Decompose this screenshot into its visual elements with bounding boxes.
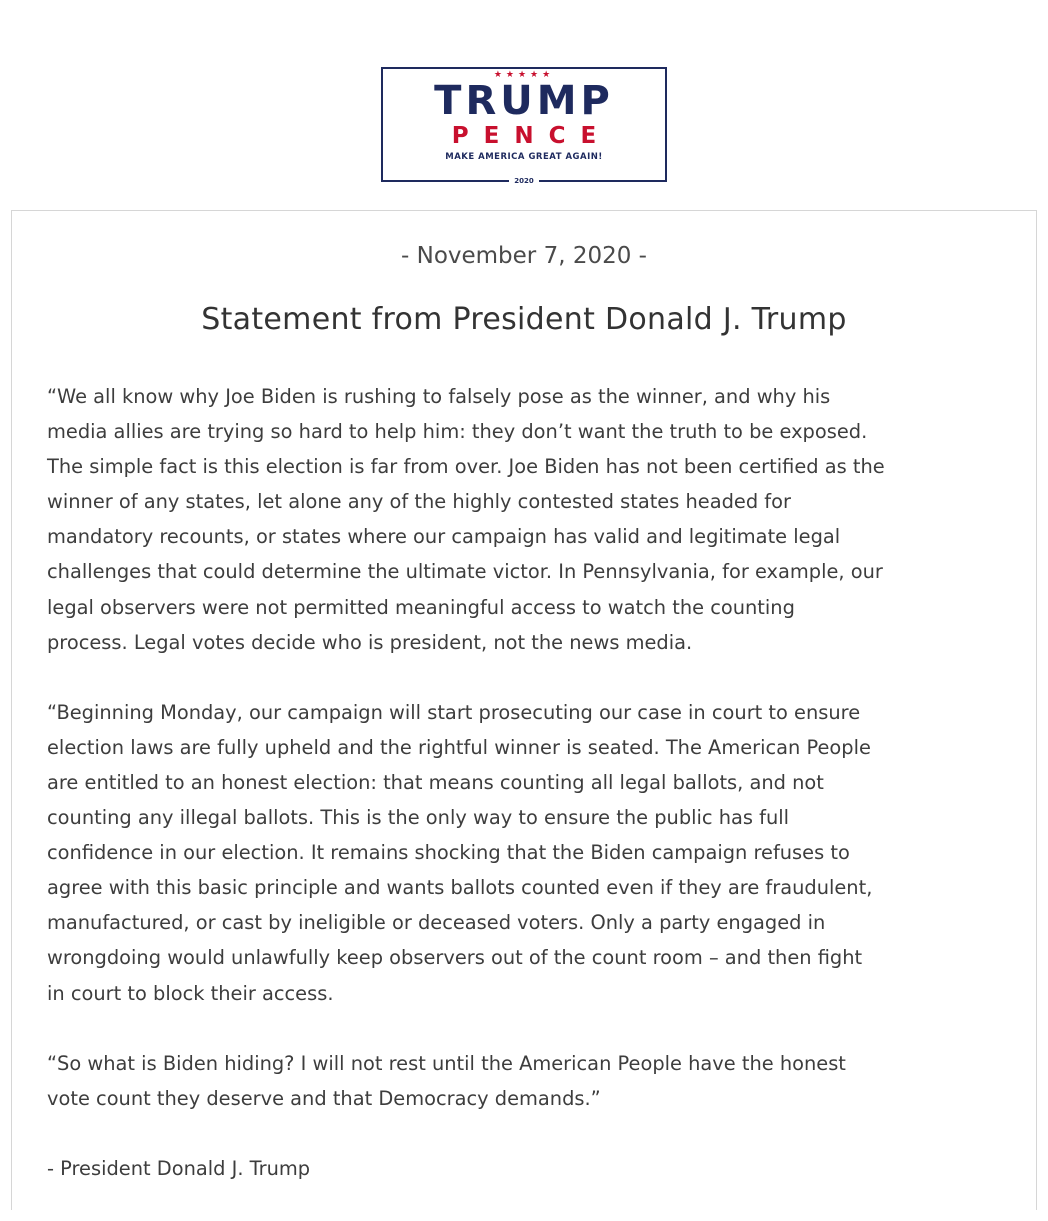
text-line: vote count they deserve and that Democracy demands.” [47, 1086, 601, 1110]
text-line: The simple fact is this election is far from over. Joe Biden has not been certified as the [47, 455, 885, 479]
logo-name-pence: PENCE [451, 123, 612, 149]
text-line: counting any illegal ballots. This is the only way to ensure the public has full [47, 806, 790, 830]
text-line: winner of any states, let alone any of the highly contested states headed for [47, 490, 791, 514]
text-line: legal observers were not permitted meaningful access to watch the counting [47, 595, 795, 619]
campaign-logo [381, 67, 667, 185]
logo-year: 2020 [509, 177, 538, 185]
statement-card [11, 210, 1037, 1210]
text-line: “Beginning Monday, our campaign will start prosecuting our case in court to ensure [47, 700, 861, 724]
paragraph-2 [47, 695, 1022, 1011]
text-line: mandatory recounts, or states where our campaign has valid and legitimate legal [47, 525, 841, 549]
paragraph-3 [47, 1046, 1022, 1116]
text-line: in court to block their access. [47, 981, 334, 1005]
text-line: wrongdoing would unlawfully keep observers out of the count room – and then fight [47, 946, 863, 970]
logo-year-badge [383, 172, 665, 187]
text-line: “We all know why Joe Biden is rushing to falsely pose as the winner, and why his [47, 385, 831, 408]
statement-signature: - President Donald J. Trump [47, 1156, 311, 1180]
logo-name-trump: TRUMP [434, 78, 614, 124]
paragraph-1 [47, 379, 1022, 660]
text-line: challenges that could determine the ultimate victor. In Pennsylvania, for example, our [47, 560, 883, 584]
statement-title: Statement from President Donald J. Trump [201, 302, 847, 337]
statement-date: - November 7, 2020 - [401, 243, 647, 269]
text-line: confidence in our election. It remains shocking that the Biden campaign refuses to [47, 841, 850, 865]
statement-body [47, 379, 1022, 1221]
text-line: are entitled to an honest election: that means counting all legal ballots, and not [47, 770, 824, 794]
text-line: “So what is Biden hiding? I will not rest until the American People have the honest [47, 1051, 846, 1075]
text-line: agree with this basic principle and wants ballots counted even if they are fraudulent, [47, 876, 873, 900]
signature-line [47, 1151, 1022, 1186]
text-line: election laws are fully upheld and the rightful winner is seated. The American People [47, 735, 871, 759]
logo-slogan: MAKE AMERICA GREAT AGAIN! [445, 152, 603, 162]
logo-stars: ★★★★★ [493, 70, 555, 80]
text-line: manufactured, or cast by ineligible or deceased voters. Only a party engaged in [47, 911, 826, 935]
text-line: media allies are trying so hard to help him: they don’t want the truth to be exposed. [47, 420, 868, 444]
text-line: process. Legal votes decide who is president, not the news media. [47, 630, 693, 654]
